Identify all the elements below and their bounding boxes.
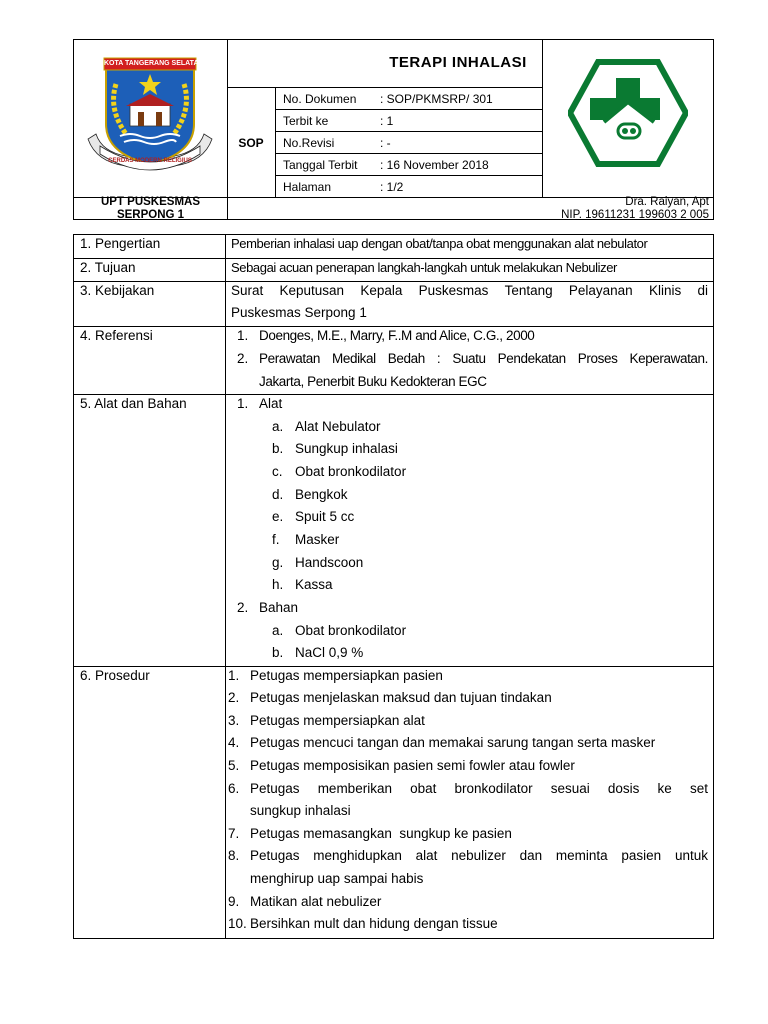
step-6-line-2: sungkup inhalasi bbox=[250, 803, 351, 818]
pengertian-text: Pemberian inhalasi uap dengan obat/tanpa obat menggunakan alat nebulator bbox=[231, 236, 648, 251]
bahan-item-letter: a. bbox=[272, 623, 284, 638]
word: Perawatan bbox=[259, 351, 320, 366]
step-text: Petugas mempersiapkan pasien bbox=[250, 668, 443, 683]
page-value: : 1/2 bbox=[380, 180, 404, 194]
step-number: 1. bbox=[228, 668, 240, 683]
edition-label: Terbit ke bbox=[283, 114, 329, 128]
word: meminta bbox=[555, 848, 608, 863]
signer-block bbox=[561, 196, 709, 222]
alat-item-letter: g. bbox=[272, 555, 284, 570]
alat-item: Sungkup inhalasi bbox=[295, 441, 398, 456]
puskesmas-logo bbox=[568, 58, 688, 168]
sop-label: SOP bbox=[238, 136, 264, 150]
step-text: Petugas memposisikan pasien semi fowler atau fowler bbox=[250, 758, 575, 773]
step-number: 3. bbox=[228, 713, 240, 728]
step-text: Bersihkan mult dan hidung dengan tissue bbox=[250, 916, 498, 931]
kebijakan-label: 3. Kebijakan bbox=[80, 283, 155, 298]
word: Suatu bbox=[452, 351, 486, 366]
step-text: Petugas mencuci tangan dan memakai sarung tangan serta masker bbox=[250, 735, 656, 750]
step-number: 6. bbox=[228, 781, 240, 796]
word: pasien bbox=[621, 848, 662, 863]
word: di bbox=[697, 283, 708, 298]
alat-item: Handscoon bbox=[295, 555, 364, 570]
issue-date-label: Tanggal Terbit bbox=[283, 158, 358, 172]
step-text: Petugas menjelaskan maksud dan tujuan tindakan bbox=[250, 690, 552, 705]
step-text: Matikan alat nebulizer bbox=[250, 894, 382, 909]
referensi-num-2: 2. bbox=[237, 351, 249, 366]
referensi-item-2-line-1 bbox=[259, 351, 708, 366]
pengertian-label: 1. Pengertian bbox=[80, 236, 161, 251]
sop-header bbox=[73, 39, 714, 220]
word: Proses bbox=[577, 351, 618, 366]
logo-motto-text: CERDAS MODERN RELIGIUS bbox=[108, 158, 192, 164]
alat-bahan-label: 5. Alat dan Bahan bbox=[80, 396, 187, 411]
word: alat bbox=[415, 848, 438, 863]
alat-item-letter: a. bbox=[272, 419, 284, 434]
word: Klinis bbox=[648, 283, 682, 298]
word: dan bbox=[519, 848, 543, 863]
step-number: 10. bbox=[228, 916, 247, 931]
edition-value: : 1 bbox=[380, 114, 394, 128]
word: Medikal bbox=[332, 351, 376, 366]
alat-item: Alat Nebulator bbox=[295, 419, 381, 434]
word: Petugas bbox=[250, 848, 300, 863]
logo-banner-text: KOTA TANGERANG SELATAN bbox=[104, 60, 204, 67]
step-8-line-1 bbox=[250, 848, 708, 863]
tujuan-label: 2. Tujuan bbox=[80, 260, 136, 275]
alat-item-letter: d. bbox=[272, 487, 284, 502]
referensi-num-1: 1. bbox=[237, 328, 249, 343]
tujuan-text: Sebagai acuan penerapan langkah-langkah untuk melakukan Nebulizer bbox=[231, 260, 617, 275]
word: Puskesmas bbox=[418, 283, 489, 298]
alat-item: Kassa bbox=[295, 577, 333, 592]
doc-number-label: No. Dokumen bbox=[283, 92, 357, 106]
step-text: Petugas memasangkan sungkup ke pasien bbox=[250, 826, 512, 841]
step-6-line-1 bbox=[250, 781, 708, 796]
prosedur-label: 6. Prosedur bbox=[80, 668, 150, 683]
step-number: 7. bbox=[228, 826, 240, 841]
signer-name: Dra. Raiyan, Apt bbox=[625, 196, 709, 208]
alat-title: Alat bbox=[259, 396, 283, 411]
document-title: TERAPI INHALASI bbox=[389, 54, 527, 71]
word: : bbox=[436, 351, 441, 366]
word: Petugas bbox=[250, 781, 300, 796]
org-line-1: UPT PUSKESMAS bbox=[100, 196, 201, 208]
word: bronkodilator bbox=[454, 781, 533, 796]
alat-item-letter: f. bbox=[272, 532, 280, 547]
issue-date-value: : 16 November 2018 bbox=[380, 158, 489, 172]
alat-item: Masker bbox=[295, 532, 340, 547]
word: Pelayanan bbox=[568, 283, 633, 298]
word: Surat bbox=[231, 283, 264, 298]
word: ke bbox=[657, 781, 672, 796]
step-number: 4. bbox=[228, 735, 240, 750]
kebijakan-line-1 bbox=[231, 283, 708, 298]
bahan-item-letter: b. bbox=[272, 645, 284, 660]
alat-item: Obat bronkodilator bbox=[295, 464, 407, 479]
step-number: 2. bbox=[228, 690, 240, 705]
referensi-item-1: Doenges, M.E., Marry, F..M and Alice, C.G., 2000 bbox=[259, 328, 535, 343]
alat-item-letter: h. bbox=[272, 577, 284, 592]
org-name bbox=[74, 196, 227, 222]
bahan-num: 2. bbox=[237, 600, 249, 615]
word: nebulizer bbox=[451, 848, 506, 863]
word: Bedah bbox=[387, 351, 425, 366]
word: Kepala bbox=[360, 283, 403, 298]
step-number: 5. bbox=[228, 758, 240, 773]
org-line-2: SERPONG 1 bbox=[116, 209, 185, 221]
city-logo bbox=[86, 54, 214, 174]
revision-value: : - bbox=[380, 136, 391, 150]
revision-label: No.Revisi bbox=[283, 136, 335, 150]
kebijakan-line-2: Puskesmas Serpong 1 bbox=[231, 305, 367, 320]
alat-item-letter: b. bbox=[272, 441, 284, 456]
referensi-item-2-line-2: Jakarta, Penerbit Buku Kedokteran EGC bbox=[259, 374, 487, 389]
alat-num: 1. bbox=[237, 396, 249, 411]
step-8-line-2: menghirup uap sampai habis bbox=[250, 871, 424, 886]
word: obat bbox=[410, 781, 437, 796]
bahan-item: Obat bronkodilator bbox=[295, 623, 407, 638]
word: Tentang bbox=[504, 283, 553, 298]
alat-item-letter: e. bbox=[272, 509, 284, 524]
page-label: Halaman bbox=[283, 180, 332, 194]
step-number: 8. bbox=[228, 848, 240, 863]
word: menghidupkan bbox=[313, 848, 402, 863]
step-text: Petugas mempersiapkan alat bbox=[250, 713, 425, 728]
word: Pendekatan bbox=[497, 351, 566, 366]
alat-item: Spuit 5 cc bbox=[295, 509, 355, 524]
word: dosis bbox=[607, 781, 640, 796]
doc-number-value: : SOP/PKMSRP/ 301 bbox=[380, 92, 493, 106]
bahan-item: NaCl 0,9 % bbox=[295, 645, 364, 660]
referensi-label: 4. Referensi bbox=[80, 328, 153, 343]
word: Keperawatan. bbox=[629, 351, 708, 366]
word: Keputusan bbox=[279, 283, 345, 298]
word: untuk bbox=[674, 848, 708, 863]
signer-nip: NIP. 19611231 199603 2 005 bbox=[561, 209, 709, 221]
step-number: 9. bbox=[228, 894, 240, 909]
alat-item-letter: c. bbox=[272, 464, 283, 479]
bahan-title: Bahan bbox=[259, 600, 299, 615]
sop-content-table bbox=[73, 234, 714, 939]
word: set bbox=[689, 781, 708, 796]
word: sesuai bbox=[550, 781, 590, 796]
word: memberikan bbox=[317, 781, 392, 796]
alat-item: Bengkok bbox=[295, 487, 348, 502]
